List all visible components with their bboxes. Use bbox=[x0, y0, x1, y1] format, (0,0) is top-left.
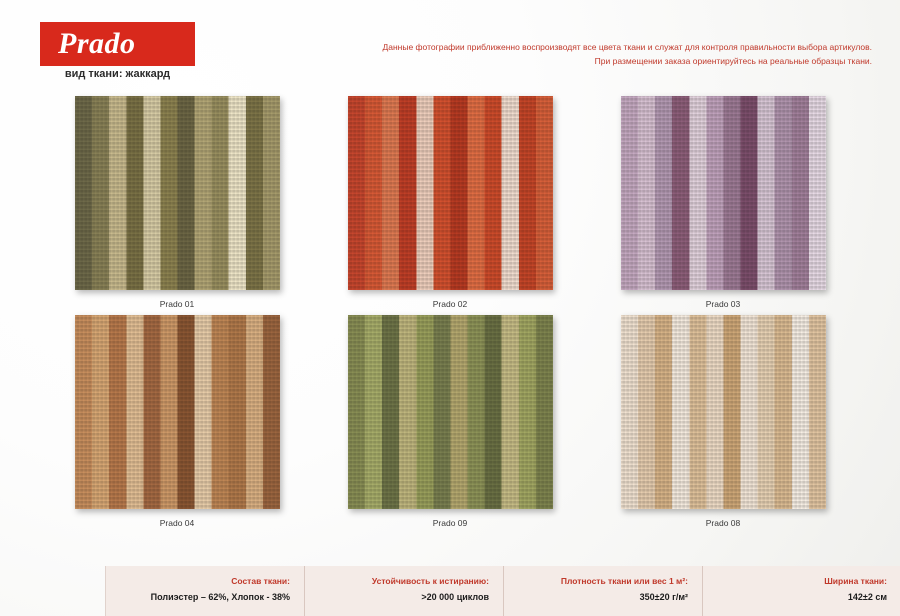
fabric-swatch[interactable] bbox=[621, 315, 826, 509]
weave-texture bbox=[348, 315, 553, 509]
brand-name: Prado bbox=[58, 27, 136, 60]
swatch-cell bbox=[621, 96, 826, 309]
fabric-swatch[interactable] bbox=[75, 315, 280, 509]
swatch-grid bbox=[0, 96, 900, 534]
weave-texture bbox=[621, 315, 826, 509]
spec-label: Плотность ткани или вес 1 м²: bbox=[560, 576, 688, 586]
spec-value: Полиэстер – 62%, Хлопок - 38% bbox=[150, 592, 290, 602]
spec-label: Состав ткани: bbox=[231, 576, 290, 586]
disclaimer-line-2: При размещении заказа ориентируйтесь на реальные образцы ткани. bbox=[594, 56, 872, 66]
swatch-caption: Prado 03 bbox=[705, 299, 741, 309]
swatch-cell bbox=[348, 315, 553, 528]
fabric-swatch[interactable] bbox=[621, 96, 826, 290]
spec-value: >20 000 циклов bbox=[421, 592, 489, 602]
swatch-cell bbox=[75, 96, 280, 309]
spec-value: 350±20 г/м² bbox=[639, 592, 688, 602]
spec-value: 142±2 см bbox=[847, 592, 887, 602]
swatch-caption: Prado 02 bbox=[432, 299, 468, 309]
spec-cell bbox=[504, 566, 703, 616]
swatch-caption: Prado 09 bbox=[432, 518, 468, 528]
spec-cell bbox=[106, 566, 305, 616]
weave-texture bbox=[621, 96, 826, 290]
fabric-swatch[interactable] bbox=[75, 96, 280, 290]
fabric-type-label: вид ткани: жаккард bbox=[64, 68, 171, 80]
weave-texture bbox=[75, 315, 280, 509]
spec-label: Устойчивость к истиранию: bbox=[371, 576, 489, 586]
header-disclaimer bbox=[312, 40, 872, 68]
swatch-caption: Prado 01 bbox=[159, 299, 195, 309]
weave-texture bbox=[75, 96, 280, 290]
swatch-cell bbox=[348, 96, 553, 309]
brand-logo bbox=[40, 22, 195, 66]
spec-label: Ширина ткани: bbox=[824, 576, 887, 586]
spec-footer bbox=[105, 566, 900, 616]
weave-texture bbox=[348, 96, 553, 290]
fabric-swatch[interactable] bbox=[348, 315, 553, 509]
swatch-caption: Prado 04 bbox=[159, 518, 195, 528]
swatch-cell bbox=[75, 315, 280, 528]
swatch-row bbox=[0, 96, 900, 309]
disclaimer-line-1: Данные фотографии приближенно воспроизводят все цвета ткани и служат для контроля правильности выбора артикулов. bbox=[382, 42, 872, 52]
spec-cell bbox=[305, 566, 504, 616]
swatch-cell bbox=[621, 315, 826, 528]
fabric-swatch[interactable] bbox=[348, 96, 553, 290]
swatch-caption: Prado 08 bbox=[705, 518, 741, 528]
swatch-row bbox=[0, 315, 900, 528]
spec-cell bbox=[703, 566, 900, 616]
